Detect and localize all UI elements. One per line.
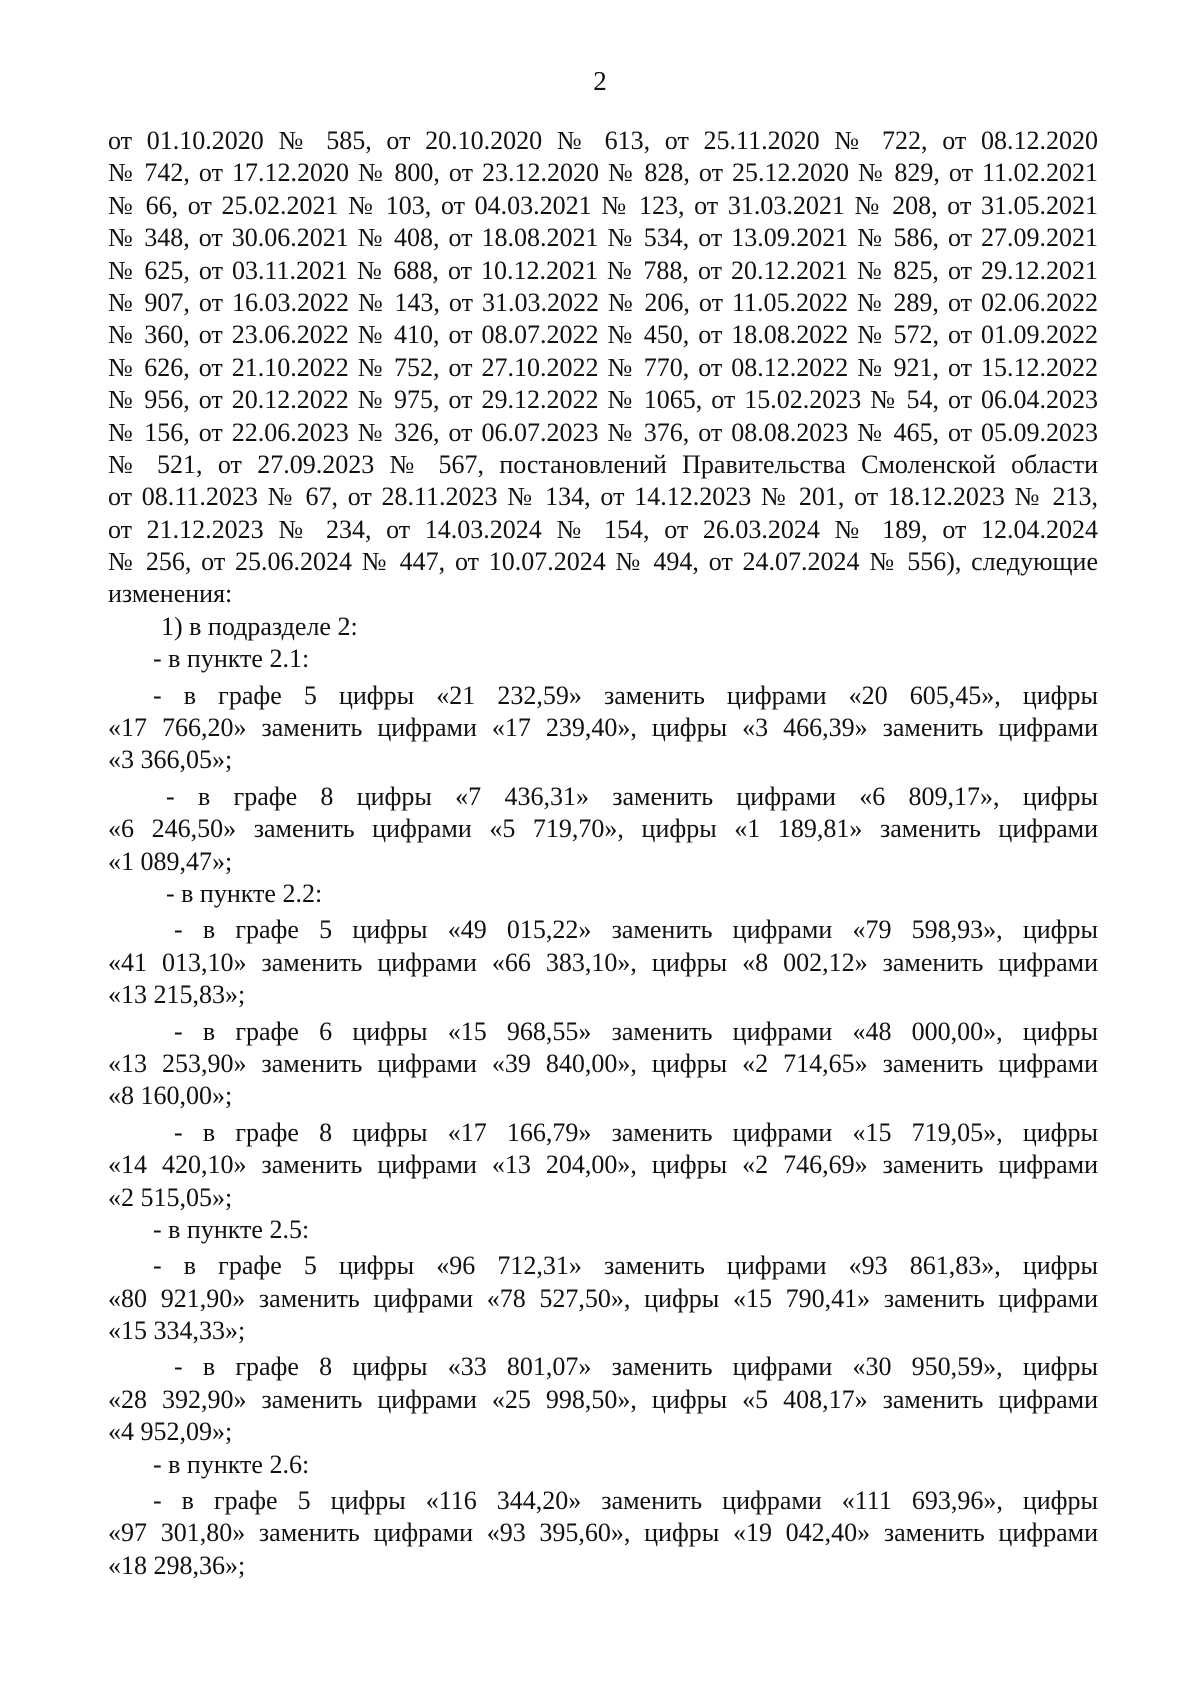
text-line: № 348, от 30.06.2021 № 408, от 18.08.2021 № 534, от 13.09.2021 № 586, от 27.09.2021 bbox=[108, 223, 1098, 253]
text-line: «4 952,09»; bbox=[108, 1417, 233, 1447]
text-line: от 01.10.2020 № 585, от 20.10.2020 № 613, от 25.11.2020 № 722, от 08.12.2020 bbox=[108, 126, 1098, 155]
text-line: «17 766,20» заменить цифрами «17 239,40», цифры «3 466,39» заменить цифрами bbox=[108, 713, 1098, 743]
text-line: «80 921,90» заменить цифрами «78 527,50», цифры «15 790,41» заменить цифрами bbox=[108, 1283, 1098, 1313]
text-line: - в графе 8 цифры «33 801,07» заменить цифрами «30 950,59», цифры bbox=[174, 1352, 1098, 1382]
text-line: - в пункте 2.1: bbox=[153, 644, 310, 674]
text-line: № 156, от 22.06.2023 № 326, от 06.07.2023 № 376, от 08.08.2023 № 465, от 05.09.2023 bbox=[108, 417, 1098, 447]
text-line: - в пункте 2.2: bbox=[166, 878, 323, 908]
text-line: - в пункте 2.5: bbox=[153, 1214, 310, 1244]
text-line: № 360, от 23.06.2022 № 410, от 08.07.2022 № 450, от 18.08.2022 № 572, от 01.09.2022 bbox=[108, 320, 1098, 350]
text-line: - в графе 5 цифры «116 344,20» заменить цифрами «111 693,96», цифры bbox=[153, 1486, 1098, 1516]
text-line: № 907, от 16.03.2022 № 143, от 31.03.2022 № 206, от 11.05.2022 № 289, от 02.06.2022 bbox=[108, 287, 1098, 317]
text-line: - в графе 8 цифры «7 436,31» заменить цифрами «6 809,17», цифры bbox=[166, 781, 1098, 811]
text-line: «2 515,05»; bbox=[108, 1182, 233, 1212]
page-number: 2 bbox=[593, 66, 607, 96]
text-line: - в графе 5 цифры «21 232,59» заменить цифрами «20 605,45», цифры bbox=[153, 680, 1098, 710]
text-line: «8 160,00»; bbox=[108, 1081, 233, 1111]
text-line: «13 253,90» заменить цифрами «39 840,00», цифры «2 714,65» заменить цифрами bbox=[108, 1048, 1098, 1078]
text-line: 1) в подразделе 2: bbox=[161, 611, 358, 641]
text-line: № 256, от 25.06.2024 № 447, от 10.07.2024 № 494, от 24.07.2024 № 556), следующие bbox=[108, 547, 1098, 577]
text-line: № 625, от 03.11.2021 № 688, от 10.12.2021 № 788, от 20.12.2021 № 825, от 29.12.2021 bbox=[108, 255, 1098, 285]
text-line: № 956, от 20.12.2022 № 975, от 29.12.2022 № 1065, от 15.02.2023 № 54, от 06.04.2023 bbox=[108, 385, 1098, 415]
text-line: «15 334,33»; bbox=[108, 1316, 246, 1346]
text-line: «41 013,10» заменить цифрами «66 383,10», цифры «8 002,12» заменить цифрами bbox=[108, 947, 1098, 977]
text-line: № 521, от 27.09.2023 № 567, постановлений Правительства Смоленской области bbox=[108, 449, 1098, 479]
document-body bbox=[108, 125, 1098, 1582]
text-line: от 21.12.2023 № 234, от 14.03.2024 № 154, от 26.03.2024 № 189, от 12.04.2024 bbox=[108, 514, 1098, 544]
text-line: - в графе 8 цифры «17 166,79» заменить цифрами «15 719,05», цифры bbox=[174, 1117, 1098, 1147]
text-line: - в графе 5 цифры «49 015,22» заменить цифрами «79 598,93», цифры bbox=[174, 915, 1098, 945]
text-line: «6 246,50» заменить цифрами «5 719,70», цифры «1 189,81» заменить цифрами bbox=[108, 814, 1098, 844]
text-line: - в графе 5 цифры «96 712,31» заменить цифрами «93 861,83», цифры bbox=[153, 1251, 1098, 1281]
text-line: «97 301,80» заменить цифрами «93 395,60», цифры «19 042,40» заменить цифрами bbox=[108, 1518, 1098, 1548]
text-line: «18 298,36»; bbox=[108, 1550, 246, 1580]
text-line: № 742, от 17.12.2020 № 800, от 23.12.2020 № 828, от 25.12.2020 № 829, от 11.02.2021 bbox=[108, 158, 1098, 188]
text-line: от 08.11.2023 № 67, от 28.11.2023 № 134, от 14.12.2023 № 201, от 18.12.2023 № 213, bbox=[108, 482, 1098, 512]
text-line: - в графе 6 цифры «15 968,55» заменить цифрами «48 000,00», цифры bbox=[174, 1016, 1098, 1046]
text-line: «3 366,05»; bbox=[108, 745, 233, 775]
text-line: - в пункте 2.6: bbox=[153, 1449, 310, 1479]
text-line: изменения: bbox=[108, 579, 233, 609]
text-line: «28 392,90» заменить цифрами «25 998,50», цифры «5 408,17» заменить цифрами bbox=[108, 1384, 1098, 1414]
text-line: № 626, от 21.10.2022 № 752, от 27.10.2022 № 770, от 08.12.2022 № 921, от 15.12.2022 bbox=[108, 352, 1098, 382]
text-line: № 66, от 25.02.2021 № 103, от 04.03.2021 № 123, от 31.03.2021 № 208, от 31.05.2021 bbox=[108, 190, 1098, 220]
text-line: «1 089,47»; bbox=[108, 846, 233, 876]
text-line: «14 420,10» заменить цифрами «13 204,00», цифры «2 746,69» заменить цифрами bbox=[108, 1150, 1098, 1180]
text-line: «13 215,83»; bbox=[108, 980, 246, 1010]
